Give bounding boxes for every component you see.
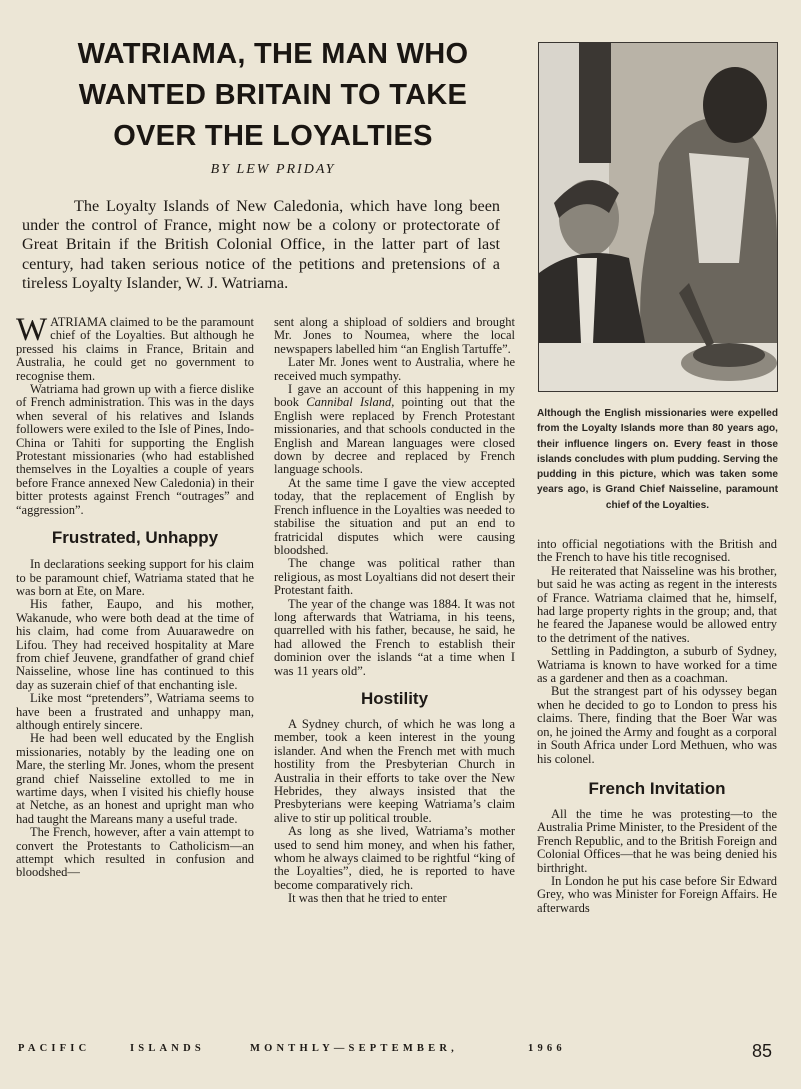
paragraph bbox=[16, 312, 254, 383]
drop-cap: W bbox=[16, 312, 48, 348]
paragraph-text: pointing out that the English were replaced by French Protestant missionaries, and that schools conducted in the English and Marean languages were closed down by decree and replaced by French language schools. bbox=[274, 395, 515, 477]
book-title: Cannibal Island, bbox=[306, 395, 395, 410]
column-1 bbox=[16, 312, 254, 880]
column-2 bbox=[274, 316, 515, 906]
paragraph: In declarations seeking support for his claim to be paramount chief, Watriama stated that he was born at Ete, on Mare. bbox=[16, 557, 254, 598]
article-photo bbox=[538, 42, 778, 392]
paragraph: All the time he was protesting—to the Australia Prime Minister, to the President of the French Republic, and to the British Foreign and Colonial Offices—that he was being denied his birthright. bbox=[537, 806, 777, 875]
footer-monthly: MONTHLY—SEPTEMBER, bbox=[250, 1043, 458, 1054]
paragraph: The change was political rather than religious, as most Loyaltians did not desert their Protestant faith. bbox=[274, 556, 515, 598]
intro-paragraph: The Loyalty Islands of New Caledonia, which have long been under the control of France, might now be a colony or protectorate of Great Britain if the British Colonial Office, in the latter part of last century, had taken serious notice of the petitions and pretensions of a tireless Loyalty Islander, W. J. Watriama. bbox=[22, 197, 500, 292]
paragraph: Watriama had grown up with a fierce dislike of French administration. This was in the days when several of his relatives and Islands followers were exiled to the Isle of Pines, Indo-China or Tahiti for supporting the English Protestant missionaries (who had established themselves in the Loyalties a couple of years before France annexed New Caledonia) in their bitter protests against French “outrages” and “aggression”. bbox=[16, 382, 254, 517]
paragraph: His father, Eaupo, and his mother, Wakanude, who were both dead at the time of his claim, had come from Auuarawedre on Lifou. They had received hospitality at Mare from chief Jeuvene, grandfather of grand chief Naisseline, whose line has continued to this day as suzerain chief of that enchanting isle. bbox=[16, 597, 254, 692]
footer-year: 1966 bbox=[528, 1043, 566, 1054]
paragraph: Later Mr. Jones went to Australia, where he received much sympathy. bbox=[274, 355, 515, 383]
subheading: Frustrated, Unhappy bbox=[51, 528, 219, 548]
paragraph: He reiterated that Naisseline was his brother, but said he was acting as regent in the interests of France. Watriama claimed that he, himself, had large property rights in the group; and, that he feared the Japanese would be allowed entry to the detriment of the natives. bbox=[537, 563, 777, 645]
page-number: 85 bbox=[752, 1041, 773, 1061]
footer-islands: ISLANDS bbox=[130, 1043, 205, 1054]
column-3 bbox=[537, 538, 777, 915]
paragraph: It was then that he tried to enter bbox=[288, 891, 447, 906]
paragraph-text: ATRIAMA claimed to be the paramount chief of the Loyalties. But although he pressed his claims in France, Britain and Australia, he could get no government to recognise them. bbox=[16, 315, 254, 383]
paragraph-text: I gave an account of this happening in my book bbox=[274, 382, 515, 410]
byline: BY LEW PRIDAY bbox=[210, 162, 336, 177]
paragraph: But the strangest part of his odyssey began when he decided to go to London to press his claims. There, finding that the Boer War was on, he joined the Army and fought as a corporal in South Africa under Lord Methuen, who was his colonel. bbox=[537, 684, 777, 766]
photo-illustration bbox=[539, 43, 777, 391]
paragraph: A Sydney church, of which he was long a member, took a keen interest in the young islander. And when the French met with much hostility from the Presbyterian Church in Australia in their efforts to take over the New Hebrides, they always insisted that the Presbyterians were keeping Watriama’s claim alive to stir up political trouble. bbox=[274, 716, 515, 825]
article-title: WATRIAMA, THE MAN WHO WANTED BRITAIN TO TAKE OVER THE LOYALTIES bbox=[77, 38, 469, 152]
subheading: Hostility bbox=[360, 688, 429, 708]
photo-caption: Although the English missionaries were expelled from the Loyalty Islands more than 80 years ago, their influence lingers on. Every feast in those islands concludes with plum pudding. Serving the pudding in this picture, which was taken some years ago, is Grand Chief Naisseline, paramount chief of the Loyalties. bbox=[537, 408, 778, 511]
paragraph bbox=[274, 383, 515, 477]
paragraph: He had been well educated by the English missionaries, notably by the leading one on Mare, the sterling Mr. Jones, whom the present grand chief Naisseline extolled to me in wartime days, when I visited his chiefly house at Netche, as an honest and upright man who had taught the Mareans many a useful trade. bbox=[16, 731, 254, 826]
paragraph: Like most “pretenders”, Watriama seems to have been a frustrated and unhappy man, although entirely sincere. bbox=[16, 691, 254, 732]
paragraph: The French, however, after a vain attempt to convert the Protestants to Catholicism—an attempt which resulted in confusion and bloodshed— bbox=[16, 825, 254, 880]
paragraph: As long as she lived, Watriama’s mother used to send him money, and when his father, whom he always claimed to be rightful “king of the Loyalties”, died, he is reported to have become comparatively rich. bbox=[274, 824, 515, 892]
paragraph: At the same time I gave the view accepted today, that the replacement of English by French influence in the Loyalties was needed to stabilise the situation and put an end to fratricidal disputes which were causing bloodshed. bbox=[274, 475, 515, 557]
paragraph: Settling in Paddington, a suburb of Sydney, Watriama is known to have worked for a time as a gardener and then as a coachman. bbox=[537, 644, 777, 686]
paragraph: sent along a shipload of soldiers and brought Mr. Jones to Noumea, where the local newspapers labelled him “an English Tartuffe”. bbox=[274, 315, 515, 356]
paragraph: The year of the change was 1884. It was not long afterwards that Watriama, in his teens, quarrelled with his father, because, he said, he had allowed the French to establish their dominion over the islands “at a time when I was 11 years old”. bbox=[274, 596, 515, 678]
footer-pacific: PACIFIC bbox=[18, 1043, 91, 1054]
subheading: French Invitation bbox=[588, 778, 726, 798]
paragraph: In London he put his case before Sir Edward Grey, who was Minister for Foreign Affairs. He afterwards bbox=[537, 873, 777, 915]
paragraph: into official negotiations with the British and the French to have his title recognised. bbox=[537, 537, 777, 565]
